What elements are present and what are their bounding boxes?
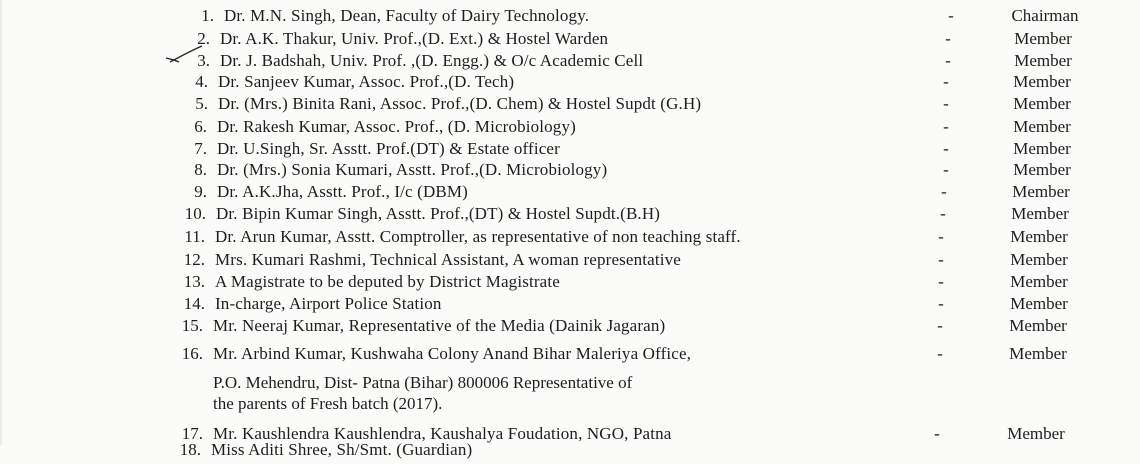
member-number: 8. (194, 160, 207, 179)
member-role: Member (1013, 139, 1071, 158)
member-dash: - (943, 160, 949, 179)
member-role: Member (1010, 227, 1068, 246)
member-role: Member (1010, 250, 1068, 269)
item-16-continuation-line-1: P.O. Mehendru, Dist- Patna (Bihar) 800006 Representative of (213, 373, 633, 392)
member-description: Mr. Kaushlendra Kaushlendra, Kaushalya Foudation, NGO, Patna (213, 424, 672, 443)
member-dash: - (938, 250, 944, 269)
member-dash: - (941, 182, 947, 201)
member-role: Member (1013, 94, 1071, 113)
member-role: Member (1012, 182, 1070, 201)
member-number: 2. (197, 29, 210, 48)
member-description: Dr. Arun Kumar, Asstt. Comptroller, as representative of non teaching staff. (215, 227, 741, 246)
member-dash: - (938, 294, 944, 313)
member-row (0, 272, 1140, 296)
member-row (0, 344, 1140, 368)
member-row (0, 182, 1140, 206)
member-description: Dr. A.K.Jha, Asstt. Prof., I/c (DBM) (217, 182, 468, 201)
member-description: A Magistrate to be deputed by District Magistrate (215, 272, 560, 291)
member-description: In-charge, Airport Police Station (215, 294, 442, 313)
member-number: 10. (184, 204, 206, 223)
member-dash: - (943, 117, 949, 136)
member-number: 11. (184, 227, 205, 246)
member-number: 18. (179, 440, 201, 459)
member-role: Member (1011, 204, 1069, 223)
member-row (0, 204, 1140, 228)
member-number: 5. (195, 94, 208, 113)
member-description: Dr. Rakesh Kumar, Assoc. Prof., (D. Microbiology) (217, 117, 576, 136)
member-dash: - (937, 344, 943, 363)
member-dash: - (938, 272, 944, 291)
member-dash: - (945, 29, 951, 48)
member-role: Member (1013, 72, 1071, 91)
member-dash: - (937, 316, 943, 335)
member-description: Dr. (Mrs.) Binita Rani, Assoc. Prof.,(D. Chem) & Hostel Supdt (G.H) (218, 94, 702, 113)
member-number: 12. (183, 250, 205, 269)
member-description: Dr. Sanjeev Kumar, Assoc. Prof.,(D. Tech) (218, 72, 515, 91)
member-number: 15. (181, 316, 203, 335)
member-role: Chairman (1011, 6, 1079, 25)
member-dash: - (945, 51, 951, 70)
member-role: Member (1013, 117, 1071, 136)
member-dash: - (948, 6, 954, 25)
member-row (0, 250, 1140, 274)
member-number: 3. (197, 51, 210, 70)
member-number: 13. (183, 272, 205, 291)
member-dash: - (934, 424, 940, 443)
member-row (0, 6, 1140, 30)
member-number: 14. (183, 294, 205, 313)
member-role: Member (1013, 160, 1071, 179)
member-description: Dr. J. Badshah, Univ. Prof. ,(D. Engg.) & O/c Academic Cell (220, 51, 644, 70)
member-dash: - (940, 204, 946, 223)
member-description: Dr. U.Singh, Sr. Asstt. Prof.(DT) & Estate officer (217, 139, 560, 158)
member-row (0, 160, 1140, 184)
member-row (0, 316, 1140, 340)
member-dash: - (943, 72, 949, 91)
member-row (0, 440, 1140, 464)
member-description: Mr. Arbind Kumar, Kushwaha Colony Anand Bihar Maleriya Office, (213, 344, 692, 363)
member-number: 16. (181, 344, 203, 363)
member-description: Dr. (Mrs.) Sonia Kumari, Asstt. Prof.,(D. Microbiology) (217, 160, 608, 179)
member-number: 7. (194, 139, 207, 158)
member-row (0, 227, 1140, 251)
member-dash: - (943, 94, 949, 113)
member-role: Member (1014, 51, 1072, 70)
member-row (0, 294, 1140, 318)
member-dash: - (943, 139, 949, 158)
member-row (0, 117, 1140, 141)
member-row (0, 94, 1140, 118)
member-role: Member (1014, 29, 1072, 48)
member-role: Member (1007, 424, 1065, 443)
member-row (0, 29, 1140, 53)
member-number: 1. (201, 6, 214, 25)
member-number: 6. (194, 117, 207, 136)
member-number: 4. (195, 72, 208, 91)
member-description: Miss Aditi Shree, Sh/Smt. (Guardian) (211, 440, 473, 459)
member-role: Member (1009, 344, 1067, 363)
item-16-continuation-line-2: the parents of Fresh batch (2017). (213, 394, 443, 413)
member-number: 9. (194, 182, 207, 201)
member-role: Member (1010, 272, 1068, 291)
member-description: Mrs. Kumari Rashmi, Technical Assistant, A woman representative (215, 250, 681, 269)
member-description: Dr. M.N. Singh, Dean, Faculty of Dairy Technology. (224, 6, 590, 25)
member-description: Mr. Neeraj Kumar, Representative of the Media (Dainik Jagaran) (213, 316, 666, 335)
member-dash: - (938, 227, 944, 246)
member-role: Member (1009, 316, 1067, 335)
member-description: Dr. Bipin Kumar Singh, Asstt. Prof.,(DT) & Hostel Supdt.(B.H) (216, 204, 661, 223)
member-role: Member (1010, 294, 1068, 313)
member-number: 17. (181, 424, 203, 443)
member-row (0, 72, 1140, 96)
member-description: Dr. A.K. Thakur, Univ. Prof.,(D. Ext.) & Hostel Warden (220, 29, 609, 48)
